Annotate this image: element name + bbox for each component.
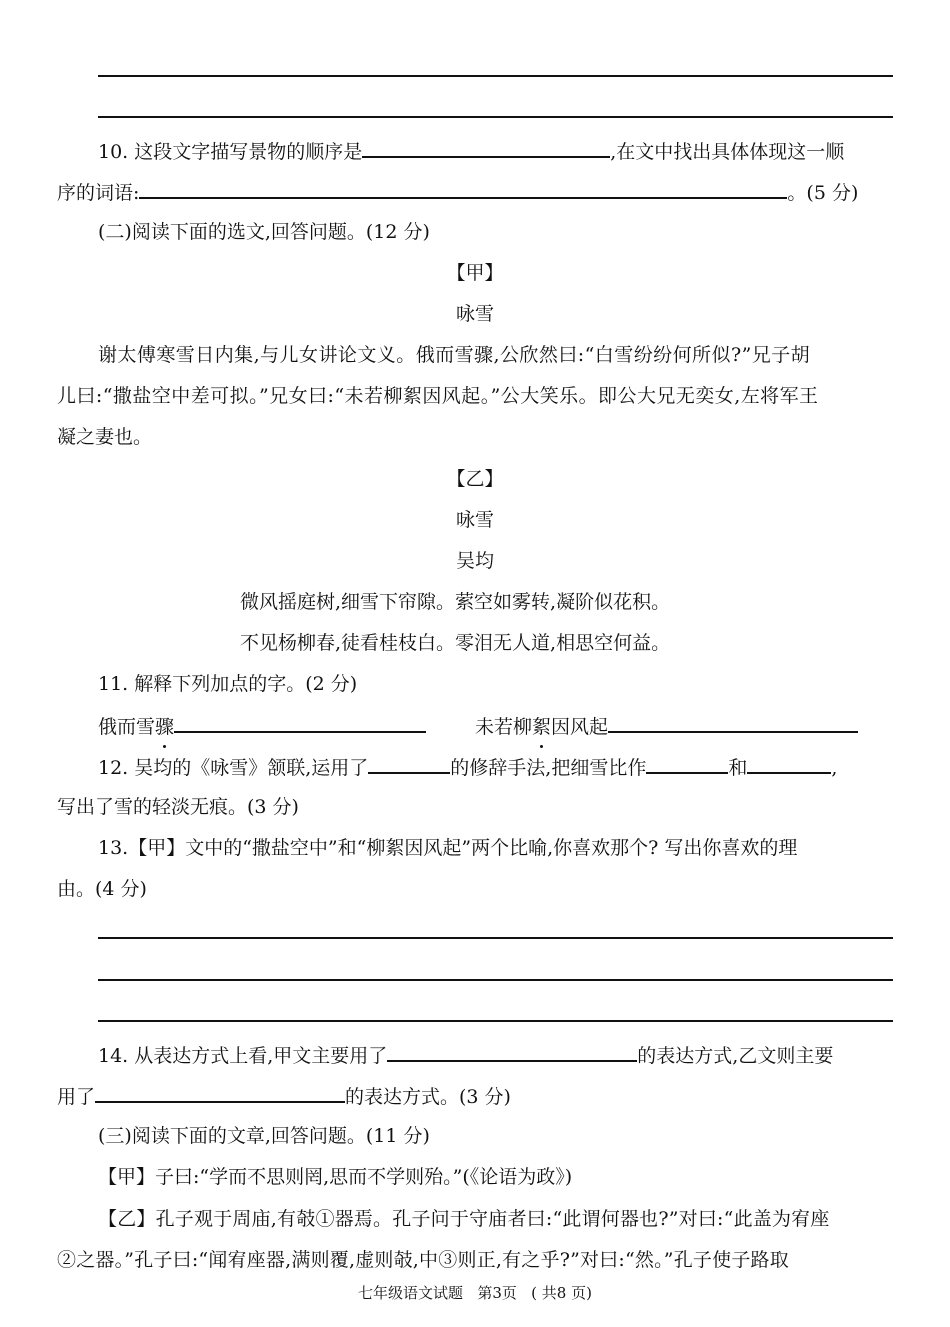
question-13-line1: 13.【甲】文中的“撒盐空中”和“柳絮因风起”两个比喻,你喜欢那个? 写出你喜欢的理 (98, 837, 798, 859)
question-10-line1 (98, 138, 844, 164)
q11-item2-text: 未若柳 (475, 716, 533, 738)
q12-blank-compare-2[interactable] (747, 754, 831, 774)
question-13-line2: 由。(4 分) (57, 878, 147, 900)
q12-blank-compare-1[interactable] (646, 754, 728, 774)
question-12-line1 (98, 754, 837, 780)
question-11: 11. 解释下列加点的字。(2 分) (98, 673, 358, 695)
q10-blank-order[interactable] (362, 138, 610, 158)
passage-jia-label: 【甲】 (446, 262, 504, 284)
question-10-line2 (57, 179, 858, 205)
q11-blank-1[interactable] (174, 713, 426, 733)
q12-text-d: , (831, 757, 838, 779)
passage-jia-line: 谢太傅寒雪日内集,与儿女讲论文义。俄而雪骤,公欣然曰:“白雪纷纷何所似?”兄子胡 (98, 344, 811, 366)
answer-line[interactable] (98, 937, 893, 939)
q11-item-2 (475, 713, 858, 739)
q14-text-d: 的表达方式。(3 分) (345, 1086, 511, 1108)
q10-text-c: 序的词语: (57, 182, 140, 204)
passage-jia-line: 凝之妻也。 (57, 426, 153, 448)
q14-blank-yi[interactable] (95, 1083, 345, 1103)
page-footer: 七年级语文试题 第3页 ( 共8 页) (358, 1284, 592, 1302)
question-14-line2 (57, 1083, 511, 1109)
emphasis-dot-char: 骤 (155, 716, 175, 738)
answer-line[interactable] (98, 116, 893, 118)
emphasis-dot-char: 絮 (532, 716, 552, 738)
poem-line: 不见杨柳春,徒看桂枝白。零泪无人道,相思空何益。 (240, 632, 671, 654)
answer-line[interactable] (98, 979, 893, 981)
q10-blank-words[interactable] (139, 179, 787, 199)
passage-jia-title: 咏雪 (455, 303, 494, 325)
q11-item2-text-post: 因风起 (551, 716, 609, 738)
q11-item1-text: 俄而雪 (98, 716, 156, 738)
q10-text-d: 。(5 分) (787, 182, 859, 204)
question-12-line2: 写出了雪的轻淡无痕。(3 分) (57, 796, 299, 818)
q14-text-c: 用了 (57, 1086, 96, 1108)
poem-line: 微风摇庭树,细雪下帘隙。萦空如雾转,凝阶似花积。 (240, 591, 671, 613)
passage-3-yi-line: ②之器。”孔子曰:“闻宥座器,满则覆,虚则攲,中③则正,有之乎?”对曰:“然。”孔子使子路取 (57, 1249, 789, 1271)
answer-line[interactable] (98, 1020, 893, 1022)
q10-text-b: ,在文中找出具体体现这一顺 (610, 141, 845, 163)
q12-text-a: 12. 吴均的《咏雪》颔联,运用了 (98, 757, 369, 779)
q14-text-b: 的表达方式,乙文则主要 (637, 1045, 834, 1067)
passage-yi-title: 咏雪 (455, 509, 494, 531)
passage-3-yi-line: 【乙】孔子观于周庙,有攲①器焉。孔子问于守庙者曰:“此谓何器也?”对曰:“此盖为宥座 (98, 1208, 830, 1230)
q11-blank-2[interactable] (608, 713, 858, 733)
passage-3-jia: 【甲】子曰:“学而不思则罔,思而不学则殆。”(《论语为政》) (98, 1166, 573, 1188)
passage-yi-author: 吴均 (455, 550, 494, 572)
q14-blank-jia[interactable] (387, 1042, 637, 1062)
q12-text-c: 和 (728, 757, 748, 779)
question-14-line1 (98, 1042, 833, 1068)
section-2-heading: (二)阅读下面的选文,回答问题。(12 分) (98, 221, 430, 243)
q12-text-b: 的修辞手法,把细雪比作 (450, 757, 647, 779)
q14-text-a: 14. 从表达方式上看,甲文主要用了 (98, 1045, 388, 1067)
section-3-heading: (三)阅读下面的文章,回答问题。(11 分) (98, 1125, 430, 1147)
answer-line[interactable] (98, 75, 893, 77)
passage-yi-label: 【乙】 (446, 468, 504, 490)
q10-text-a: 10. 这段文字描写景物的顺序是 (98, 141, 363, 163)
passage-jia-line: 儿曰:“撒盐空中差可拟。”兄女曰:“未若柳絮因风起。”公大笑乐。即公大兄无奕女,左将军王 (57, 385, 819, 407)
q11-item-1 (98, 713, 426, 739)
q12-blank-rhetoric[interactable] (368, 754, 450, 774)
